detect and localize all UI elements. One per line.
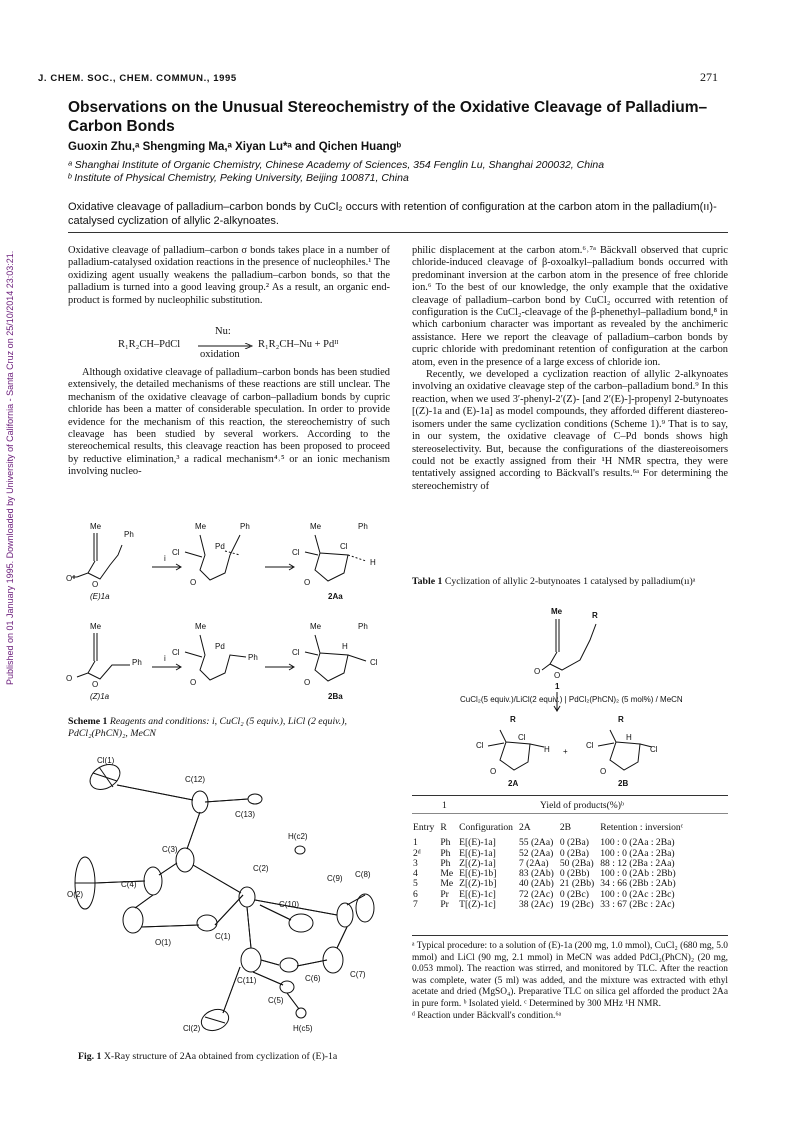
label-cl: Cl <box>172 648 180 657</box>
table-cell: T[(Z)-1c] <box>459 899 496 911</box>
table-cell: Me <box>440 878 454 890</box>
table-cell: 0 (2Bc) <box>559 888 589 900</box>
right-paragraph-2: Recently, we developed a cyclization reaction of allylic 2-alkynoates involving an oxidative cleavage step of the carbon–palladium bond.⁹ In this reaction, when we used 3′-phenyl-2′(Z)- [and 2′(E)-]-propenyl 2-butynoates [(Z)-1a and (E)-1a] as model compounds, they afforded different diastereo-isomers under the same cyclization conditions (Scheme 1).⁹ That is to say, in our system, the oxidative cleavage of C–Pd bonds shows high stereoselectivity. But, because the configurations of the diastereoisomers could not be exactly assigned from their ¹H NMR spectra, they were tentatively assigned according to Bäckvall's results.⁶ᵃ For determining the stereochemistry of <box>412 369 728 492</box>
table-group-header-2: Yield of products(%)ᵇ <box>540 800 624 811</box>
label-o: O <box>190 678 197 687</box>
abstract: Oxidative cleavage of palladium–carbon bonds by CuCl₂ occurs with retention of configuration at the carbon atom in the palladium(ıı)-catalysed cyclization of allylic 2-alkynoates. <box>68 201 717 227</box>
table-header-row <box>410 823 686 833</box>
table-footnotes <box>412 941 728 1022</box>
table-header: Entry <box>413 822 435 833</box>
download-notice[interactable]: Published on 01 January 1995. Downloaded by University of California - Santa Cruz on 25/10/2014 23:03:21. <box>5 250 15 685</box>
download-sidebar[interactable] <box>2 210 16 690</box>
table-cell: 2ᵈ <box>413 847 421 859</box>
table-cell: 34 : 66 (2Bb : 2Ab) <box>600 878 676 890</box>
atom-label: C(3) <box>162 845 178 854</box>
label-cl: Cl <box>292 548 300 557</box>
intermediate-pd-2 <box>172 622 258 687</box>
abstract-rule <box>68 232 728 233</box>
figure-1-caption <box>78 1051 390 1063</box>
label-2aa: 2Aa <box>328 592 343 601</box>
table-cell: 72 (2Ac) <box>518 888 554 900</box>
label-me: Me <box>310 622 322 631</box>
reaction-conditions: CuCl₂(5 equiv.)/LiCl(2 equiv.) | PdCl₂(PhCN)₂ (5 mol%) / MeCN <box>460 695 683 704</box>
table-cell: 55 (2Aa) <box>518 837 554 849</box>
left-paragraph-2: Although oxidative cleavage of palladium–carbon bonds has been studied extensively, the detailed mechanisms of these reactions are still unclear. The mechanism of the oxidative cleavage of carbon–palladium bonds by cupric chloride has been a matter of considerable speculation. In order to provide evidence for the mechanism of this reaction, the stereochemistry of such cleavage has been studied by several workers. According to the stereochemical results, this cleavage reaction has been proposed to proceed by reductive elimination,³ a radical mechanism⁴˒⁵ or an ionic mechanism involving nucleo- <box>68 367 390 478</box>
table-cell: 52 (2Aa) <box>518 847 554 859</box>
label-o: O <box>66 674 73 683</box>
label-h: H <box>342 642 348 651</box>
table-cell: E[(E)-1a] <box>459 847 496 859</box>
label-cl: Cl <box>476 741 484 750</box>
label-cl: Cl <box>172 548 180 557</box>
table-cell: 21 (2Bb) <box>559 878 595 890</box>
compound-z1a <box>66 622 142 689</box>
atom-label: C(5) <box>268 996 284 1005</box>
ortep-bonds <box>95 785 365 1013</box>
table-cell: 3 <box>413 857 418 869</box>
compound-2aa <box>292 522 376 587</box>
table-group-header-1: 1 <box>442 800 447 811</box>
table-cell: E[(E)-1b] <box>459 868 497 880</box>
label-ph: Ph <box>132 658 142 667</box>
table-cell: Me <box>440 868 454 880</box>
label-pd: Pd <box>215 542 225 551</box>
table-header: 2A <box>518 822 531 833</box>
label-me: Me <box>551 607 563 616</box>
scheme-1-caption-label: Scheme 1 <box>68 716 108 727</box>
table-mid-rule <box>412 813 728 814</box>
journal-header: J. CHEM. SOC., CHEM. COMMUN., 1995 <box>38 73 237 84</box>
label-compound-2b: 2B <box>618 779 629 788</box>
intermediate-pd-1 <box>172 522 250 587</box>
compound-2ba <box>292 622 378 687</box>
step-label: i <box>164 554 166 563</box>
left-column-continued <box>68 367 390 479</box>
table-cell: Ph <box>440 847 451 859</box>
table-cell: E[(E)-1c] <box>459 888 496 900</box>
atom-label: Cl(2) <box>183 1024 201 1033</box>
table-cell: Ph <box>440 837 451 849</box>
atom-label: C(8) <box>355 870 371 879</box>
label-e1a: (E)1a <box>90 592 110 601</box>
label-o: O <box>304 578 311 587</box>
table-1-caption <box>412 576 728 588</box>
left-column <box>68 245 390 307</box>
affiliation-b: ᵇ Institute of Physical Chemistry, Peking University, Beijing 100871, China <box>68 172 409 184</box>
label-o: O <box>534 667 541 676</box>
table-cell: 88 : 12 (2Ba : 2Aa) <box>600 857 675 869</box>
label-o: O <box>490 767 497 776</box>
label-o: O <box>304 678 311 687</box>
label-me: Me <box>310 522 322 531</box>
table-cell: Z[(Z)-1a] <box>459 857 496 869</box>
table-cell: 0 (2Ba) <box>559 847 589 859</box>
table-1-scheme <box>420 602 720 792</box>
label-compound-2a: 2A <box>508 779 519 788</box>
label-ph: Ph <box>248 653 258 662</box>
table-cell: 5 <box>413 878 418 890</box>
right-column <box>412 245 728 493</box>
table-cell: 7 <box>413 899 418 911</box>
scheme-1 <box>60 515 395 715</box>
table-cell: 100 : 0 (2Ac : 2Bc) <box>600 888 675 900</box>
label-2ba: 2Ba <box>328 692 343 701</box>
label-o: O <box>92 680 99 689</box>
atom-label: C(11) <box>237 976 257 985</box>
page-number: 271 <box>700 70 718 84</box>
table-cell: E[(E)-1a] <box>459 837 496 849</box>
equation-product: R₁R₂CH–Nu + Pdᴵᴵ <box>258 339 339 350</box>
table-1-caption-label: Table 1 <box>412 576 443 587</box>
table-cell: 100 : 0 (2Ab : 2Bb) <box>600 868 676 880</box>
table-1 <box>410 823 732 910</box>
table-1-grid <box>410 823 686 910</box>
left-paragraph-1: Oxidative cleavage of palladium–carbon σ bonds takes place in a number of palladium-catalysed oxidation reactions in the presence of nucleophiles.¹ The oxidizing agent usually weakens the palladium–carbon bonds, so that the palladium is turned into a good leaving group.² As a result, an organic end-product is formed by nucleophilic substitution. <box>68 245 390 306</box>
label-o: O <box>600 767 607 776</box>
atom-label: C(2) <box>253 864 269 873</box>
table-header: R <box>440 822 447 833</box>
table-cell: 50 (2Ba) <box>559 857 594 869</box>
label-cl: Cl <box>340 542 348 551</box>
atom-label: C(4) <box>121 880 137 889</box>
label-r: R <box>510 715 516 724</box>
label-ph: Ph <box>124 530 134 539</box>
label-o: O <box>190 578 197 587</box>
equation-condition: oxidation <box>200 349 240 360</box>
atom-label: C(1) <box>215 932 231 941</box>
atom-label: C(7) <box>350 970 366 979</box>
atom-label: H(c5) <box>293 1024 313 1033</box>
table-cell: 40 (2Ab) <box>518 878 554 890</box>
label-h: H <box>626 733 632 742</box>
atom-label: O(1) <box>155 938 171 947</box>
table-cell: 4 <box>413 868 418 880</box>
table-header: Retention : inversionᶜ <box>600 822 684 833</box>
figure-1-caption-label: Fig. 1 <box>78 1051 102 1062</box>
table-cell: Z[(Z)-1b] <box>459 878 497 890</box>
label-ph: Ph <box>240 522 250 531</box>
table-header: 2B <box>559 822 572 833</box>
atom-label: Cl(1) <box>97 756 115 765</box>
atom-label: H(c2) <box>288 832 308 841</box>
atom-label: C(13) <box>235 810 256 819</box>
table-top-rule <box>412 795 728 796</box>
table-row <box>410 900 686 910</box>
label-o: O <box>92 580 99 589</box>
label-r: R <box>618 715 624 724</box>
label-cl: Cl <box>370 658 378 667</box>
table-1-caption-text: Cyclization of allylic 2-butynoates 1 catalysed by palladium(ıı)ᵃ <box>444 576 696 587</box>
table-footnote-d: ᵈ Reaction under Bäckvall's condition.⁶ᵃ <box>412 1010 562 1021</box>
article-title: Observations on the Unusual Stereochemistry of the Oxidative Cleavage of Palladium–Carbon Bonds <box>68 99 708 135</box>
label-me: Me <box>90 622 102 631</box>
table-cell: 0 (2Ba) <box>559 837 589 849</box>
label-me: Me <box>90 522 102 531</box>
table-cell: 7 (2Aa) <box>518 857 549 869</box>
atom-label: O(2) <box>67 890 83 899</box>
table-header: Configuration <box>459 822 513 833</box>
label-o: O <box>66 574 73 583</box>
equation-reagent: Nu: <box>215 326 231 337</box>
figure-1-caption-text: X-Ray structure of 2Aa obtained from cyclization of (E)-1a <box>103 1051 338 1062</box>
label-me: Me <box>195 622 207 631</box>
equation-reactant: R₁R₂CH–PdCl <box>118 339 181 350</box>
table-cell: 6 <box>413 888 418 900</box>
label-cl: Cl <box>518 733 526 742</box>
label-me: Me <box>195 522 207 531</box>
table-cell: 38 (2Ac) <box>518 899 554 911</box>
right-paragraph-1: philic displacement at the carbon atom.⁶˒⁷ᵃ Bäckvall observed that cupric chloride-induced cleavage of β-oxoalkyl–palladium bonds occurred with predominant inversion at the carbon atom in the presence of free chloride ion.⁶ To the best of our knowledge, the only example that the oxidative cleavage of palladium–carbon bond by CuCl₂ occurred with retention of configuration is the CuCl₂-cleavage of the β-phenethyl–palladium bond,⁸ in which carbonium character was important as revealed by the anchimeric assistance. Here we report the cleavage of palladium–carbon bonds by cupric chloride with predominant retention of configuration at the carbon atom, even in the presence of a large excess of chloride ion. <box>412 245 728 368</box>
scheme-1-caption <box>68 716 390 740</box>
atom-label: C(12) <box>185 775 206 784</box>
label-cl: Cl <box>650 745 658 754</box>
table-bottom-rule <box>412 935 728 936</box>
table-cell: 100 : 0 (2Aa : 2Ba) <box>600 847 675 859</box>
table-cell: Pr <box>440 888 449 900</box>
table-footnote-a: ᵃ Typical procedure: to a solution of (E)-1a (200 mg, 1.0 mmol), CuCl₂ (680 mg, 5.0 mmol) and LiCl (90 mg, 2.1 mmol) in MeCN was added PdCl₂(PhCN)₂ (20 mg, 0.053 mmol). The reaction was stirred, and monitored by TLC. After the reaction was complete, water (5 ml) was added, and the mixture was extracted with ethyl acetate and dried (MgSO₄). Preparative TLC on silica gel afforded the product 2Aa in pure form. ᵇ Isolated yield. ᶜ Determined by 300 MHz ¹H NMR. <box>412 941 728 1009</box>
label-z1a: (Z)1a <box>90 692 110 701</box>
compound-e1a <box>66 522 134 589</box>
label-ph: Ph <box>358 522 368 531</box>
atom-label: C(9) <box>327 874 343 883</box>
table-cell: 83 (2Ab) <box>518 868 554 880</box>
xray-structure <box>65 755 395 1045</box>
label-plus: + <box>563 747 568 756</box>
author-list: Guoxin Zhu,ᵃ Shengming Ma,ᵃ Xiyan Lu*ᵃ and Qichen Huangᵇ <box>68 141 402 153</box>
table-cell: 33 : 67 (2Bc : 2Ac) <box>600 899 675 911</box>
atom-label: C(6) <box>305 974 321 983</box>
table-cell: Pr <box>440 899 449 911</box>
reaction-equation <box>118 326 388 360</box>
scheme-1-caption-text: Reagents and conditions: i, CuCl₂ (5 equiv.), LiCl (2 equiv.), PdCl₂(PhCN)₂, MeCN <box>68 716 347 739</box>
table-cell: 1 <box>413 837 418 849</box>
label-pd: Pd <box>215 642 225 651</box>
table-cell: Ph <box>440 857 451 869</box>
affiliation-a: ᵃ Shanghai Institute of Organic Chemistry, Chinese Academy of Sciences, 354 Fenglin Lu, Shanghai 200032, China <box>68 159 605 171</box>
table-cell: 0 (2Bb) <box>559 868 590 880</box>
atom-labels <box>67 756 371 1033</box>
label-cl: Cl <box>292 648 300 657</box>
label-cl: Cl <box>586 741 594 750</box>
table-cell: 100 : 0 (2Aa : 2Ba) <box>600 837 675 849</box>
label-h: H <box>370 558 376 567</box>
label-compound-1: 1 <box>555 682 560 691</box>
table-cell: 19 (2Bc) <box>559 899 594 911</box>
label-o: O <box>554 671 561 680</box>
step-label: i <box>164 654 166 663</box>
atom-label: C(10) <box>279 900 300 909</box>
label-ph: Ph <box>358 622 368 631</box>
label-h: H <box>544 745 550 754</box>
label-r: R <box>592 611 598 620</box>
